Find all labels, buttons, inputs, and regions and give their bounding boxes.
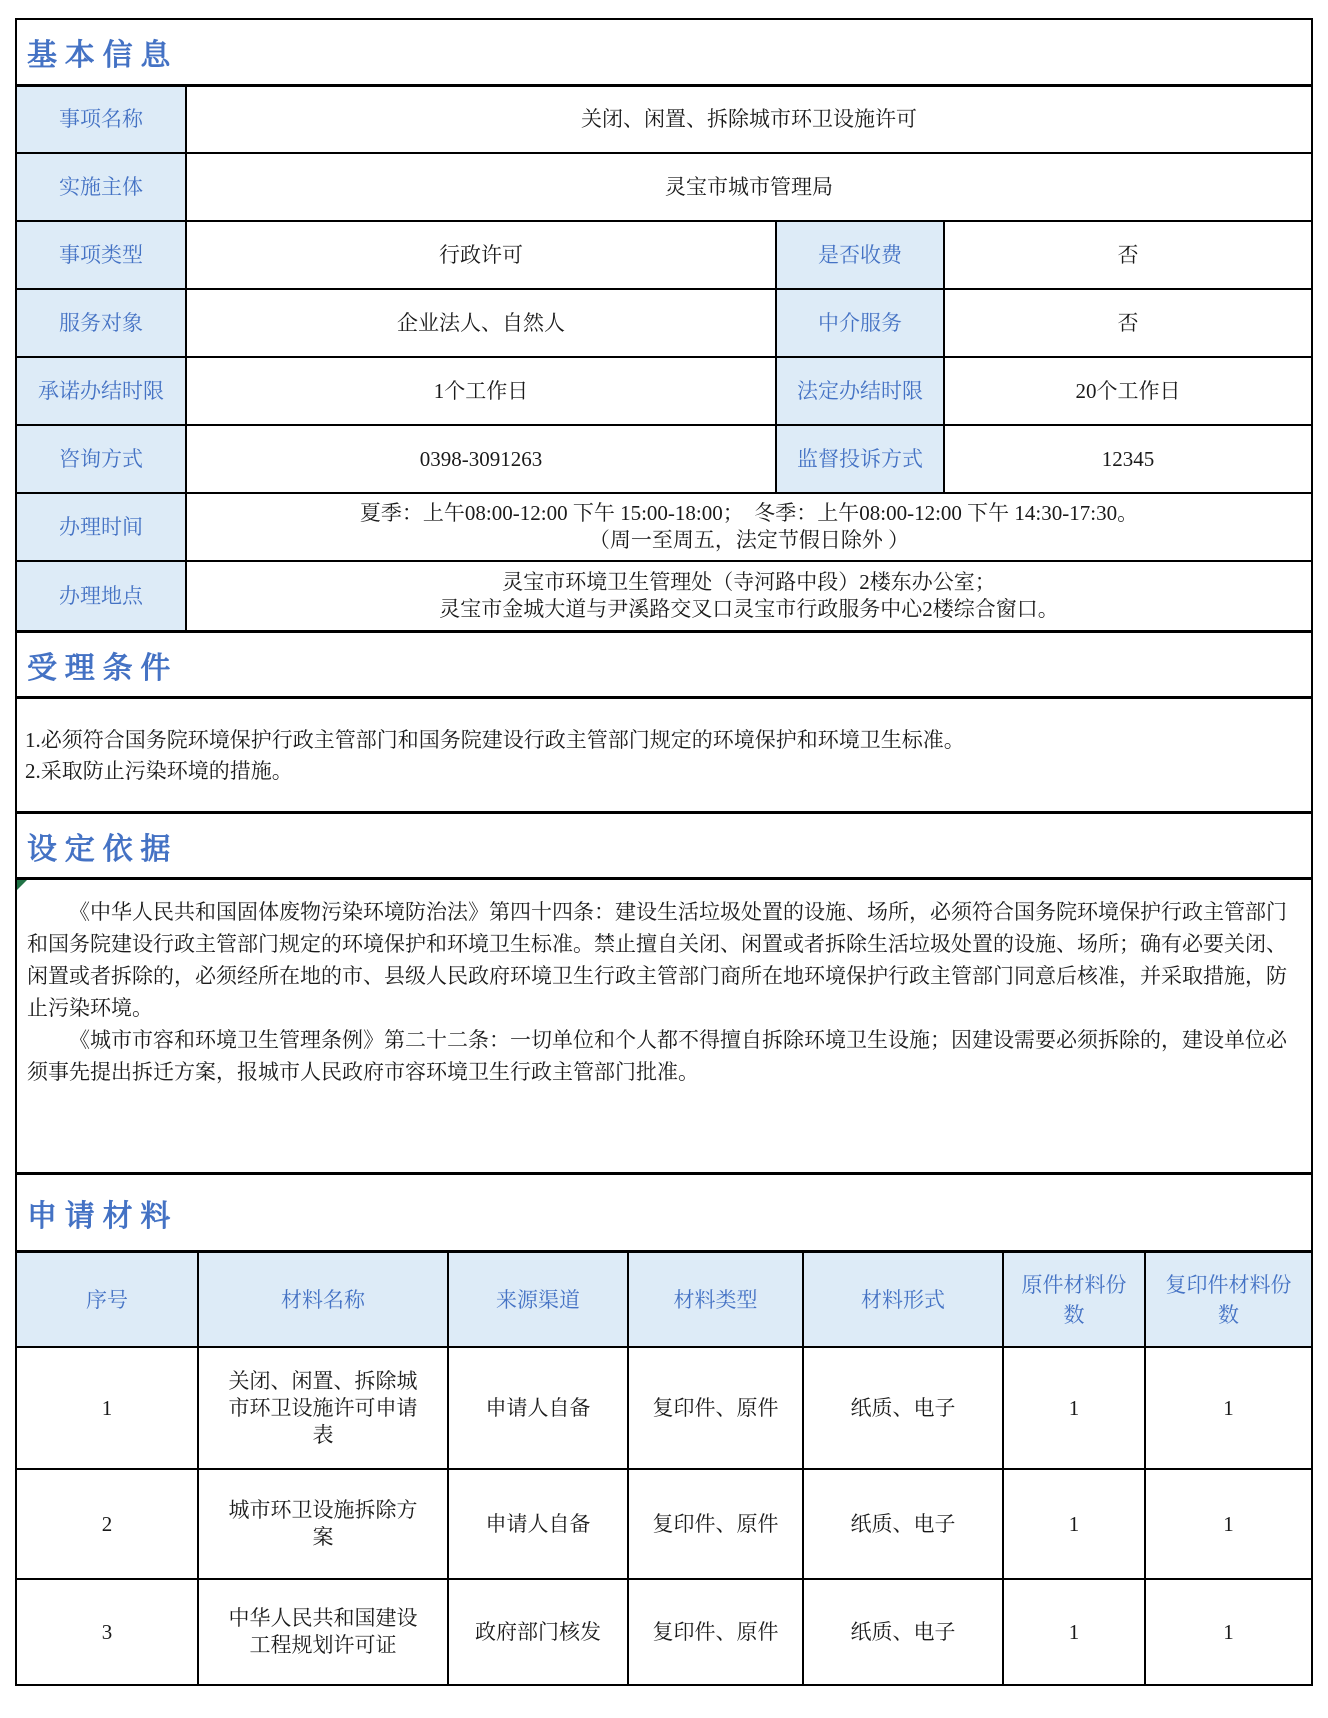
material-name: 关闭、闲置、拆除城市环卫设施许可申请表 [197, 1348, 447, 1468]
basis-paragraph-2: 《城市市容和环境卫生管理条例》第二十二条：一切单位和个人都不得擅自拆除环境卫生设施；因建设需要必须拆除的，建设单位必须事先提出拆迁方案，报城市人民政府市容环境卫生行政主管部门批准。 [27, 1028, 1287, 1084]
field-label-type: 事项类型 [17, 222, 185, 288]
section-basic-info-title-row [17, 20, 1311, 84]
field-value-target: 企业法人、自然人 [185, 290, 775, 356]
row-time-limits [17, 356, 1311, 424]
field-label-office-location: 办理地点 [17, 562, 185, 630]
basis-content [17, 880, 1311, 1172]
field-label-complaint-phone: 监督投诉方式 [775, 426, 943, 492]
field-value-legal-limit: 20个工作日 [943, 358, 1311, 424]
field-value-consult-phone: 0398-3091263 [185, 426, 775, 492]
material-source: 政府部门核发 [447, 1580, 627, 1684]
materials-header-source: 来源渠道 [447, 1253, 627, 1346]
section-materials-title-row [17, 1172, 1311, 1250]
field-value-agency: 灵宝市城市管理局 [185, 154, 1311, 220]
material-index: 3 [101, 1619, 113, 1644]
field-label-intermediary: 中介服务 [775, 290, 943, 356]
service-item-document [15, 18, 1313, 1686]
field-value-intermediary: 否 [943, 290, 1311, 356]
material-row [17, 1346, 1311, 1468]
materials-header-type: 材料类型 [627, 1253, 802, 1346]
field-value-promised-limit: 1个工作日 [185, 358, 775, 424]
row-agency [17, 152, 1311, 220]
office-hours-line2: （周一至周五，法定节假日除外 ） [588, 528, 910, 552]
material-name: 中华人民共和国建设工程规划许可证 [197, 1580, 447, 1684]
field-label-promised-limit: 承诺办结时限 [17, 358, 185, 424]
section-acceptance-title-row [17, 630, 1311, 696]
section-title-materials: 申请材料 [27, 1199, 179, 1233]
materials-header-original-count: 原件材料份数 [1002, 1253, 1144, 1346]
material-copy-count: 1 [1144, 1348, 1311, 1468]
material-source: 申请人自备 [447, 1470, 627, 1578]
row-office-hours [17, 492, 1311, 560]
material-form: 纸质、电子 [802, 1348, 1002, 1468]
materials-header-copy-count: 复印件材料份数 [1144, 1253, 1311, 1346]
row-target-intermediary [17, 288, 1311, 356]
material-original-count: 1 [1002, 1580, 1144, 1684]
section-title-basic-info: 基本信息 [27, 39, 179, 72]
material-type: 复印件、原件 [627, 1348, 802, 1468]
material-row [17, 1578, 1311, 1684]
materials-header-name: 材料名称 [197, 1253, 447, 1346]
material-source: 申请人自备 [447, 1348, 627, 1468]
field-label-target: 服务对象 [17, 290, 185, 356]
field-label-fee: 是否收费 [775, 222, 943, 288]
material-original-count: 1 [1002, 1348, 1144, 1468]
field-value-office-hours [185, 494, 1311, 560]
office-location-line2: 灵宝市金城大道与尹溪路交叉口灵宝市行政服务中心2楼综合窗口。 [439, 597, 1059, 621]
basis-paragraph-1: 《中华人民共和国固体废物污染环境防治法》第四十四条：建设生活垃圾处置的设施、场所，必须符合国务院环境保护行政主管部门和国务院建设行政主管部门规定的环境保护和环境卫生标准。禁止擅自关闭、闲置或者拆除生活垃圾处置的设施、场所；确有必要关闭、闲置或者拆除的，必须经所在地的市、县级人民政府环境卫生行政主管部门商所在地环境保护行政主管部门同意后核准，并采取措施，防止污染环境。 [27, 900, 1287, 1020]
material-type: 复印件、原件 [627, 1580, 802, 1684]
office-location-line1: 灵宝市环境卫生管理处（寺河路中段）2楼东办公室； [502, 570, 996, 594]
material-copy-count: 1 [1144, 1580, 1311, 1684]
row-contact [17, 424, 1311, 492]
row-item-name [17, 84, 1311, 152]
acceptance-condition-1: 1.必须符合国务院环境保护行政主管部门和国务院建设行政主管部门规定的环境保护和环境卫生标准。 [25, 728, 965, 752]
section-title-basis: 设定依据 [27, 832, 179, 866]
materials-header-row [17, 1250, 1311, 1346]
field-label-item-name: 事项名称 [17, 87, 185, 152]
field-value-item-name: 关闭、闲置、拆除城市环卫设施许可 [185, 87, 1311, 152]
materials-header-form: 材料形式 [802, 1253, 1002, 1346]
office-hours-line1: 夏季：上午08:00-12:00 下午 15:00-18:00； 冬季：上午08:00-12:00 下午 14:30-17:30。 [359, 501, 1139, 525]
material-name: 城市环卫设施拆除方案 [197, 1470, 447, 1578]
section-basis-title-row [17, 811, 1311, 877]
field-label-agency: 实施主体 [17, 154, 185, 220]
material-form: 纸质、电子 [802, 1470, 1002, 1578]
cell-comment-marker [17, 880, 27, 890]
material-index: 1 [101, 1395, 113, 1420]
material-row [17, 1468, 1311, 1578]
material-type: 复印件、原件 [627, 1470, 802, 1578]
field-label-legal-limit: 法定办结时限 [775, 358, 943, 424]
field-value-complaint-phone: 12345 [943, 426, 1311, 492]
field-value-office-location [185, 562, 1311, 630]
row-type-fee [17, 220, 1311, 288]
acceptance-content-row [17, 696, 1311, 811]
field-value-fee: 否 [943, 222, 1311, 288]
field-label-office-hours: 办理时间 [17, 494, 185, 560]
material-original-count: 1 [1002, 1470, 1144, 1578]
field-value-type: 行政许可 [185, 222, 775, 288]
field-label-consult-phone: 咨询方式 [17, 426, 185, 492]
acceptance-content [17, 699, 1311, 811]
material-copy-count: 1 [1144, 1470, 1311, 1578]
row-office-location [17, 560, 1311, 630]
acceptance-condition-2: 2.采取防止污染环境的措施。 [25, 759, 293, 783]
section-title-acceptance: 受理条件 [27, 651, 179, 685]
materials-header-index: 序号 [17, 1253, 197, 1346]
basis-content-row [17, 877, 1311, 1172]
material-form: 纸质、电子 [802, 1580, 1002, 1684]
material-index: 2 [101, 1511, 113, 1536]
